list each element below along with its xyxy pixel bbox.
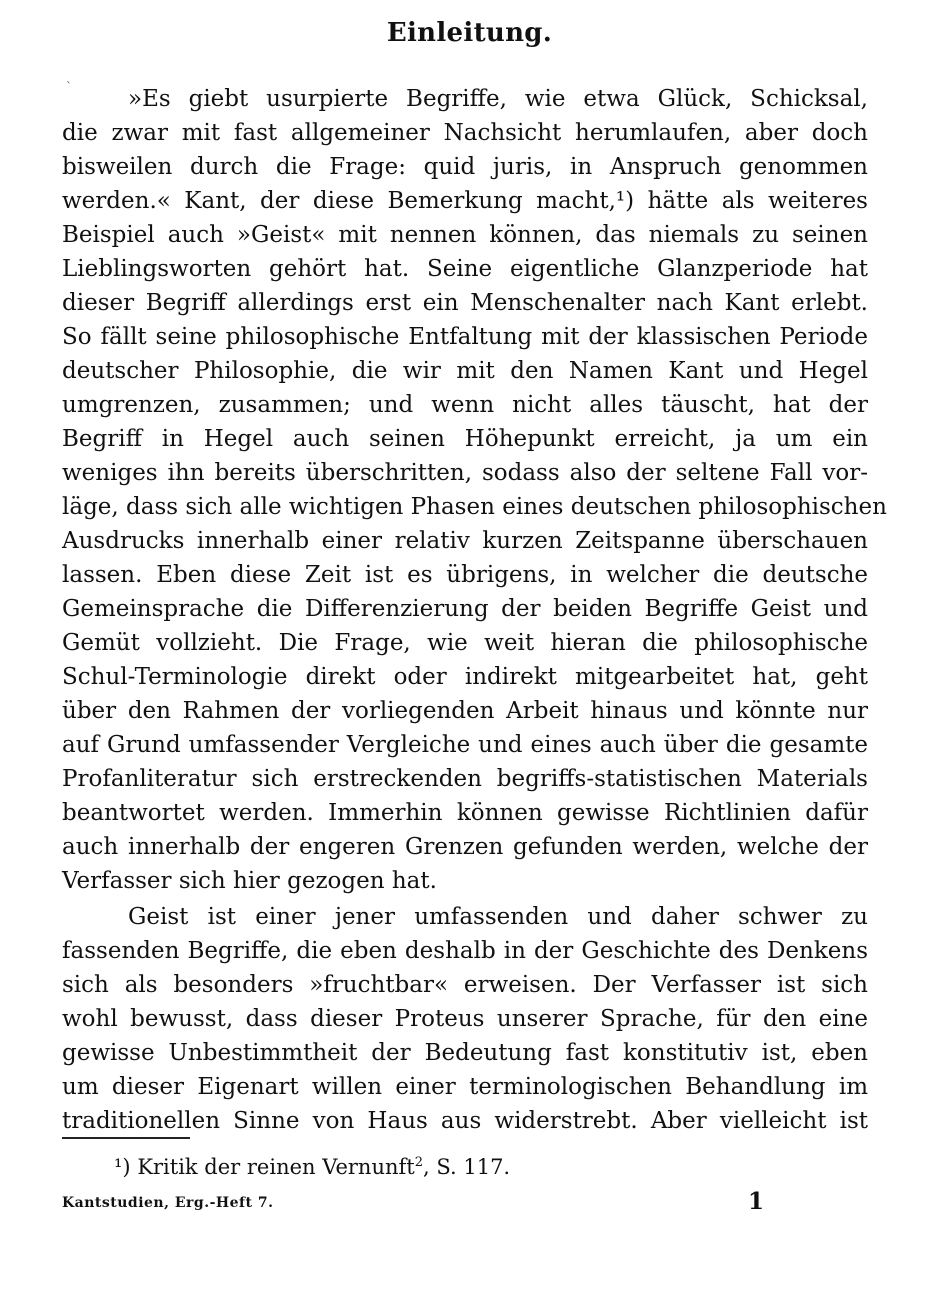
text-line: fassenden Begriffe, die eben deshalb in der Geschichte des Denkens (62, 938, 868, 964)
text-line: bisweilen durch die Frage: quid juris, in Anspruch genommen (62, 154, 868, 180)
text-line: traditionellen Sinne von Haus aus widerstrebt. Aber vielleicht ist (62, 1108, 868, 1134)
footnote (114, 1153, 510, 1181)
text-line: deutscher Philosophie, die wir mit den Namen Kant und Hegel (62, 358, 868, 384)
text-line: Lieblingsworten gehört hat. Seine eigentliche Glanzperiode hat (62, 256, 868, 282)
text-line: »Es giebt usurpierte Begriffe, wie etwa Glück, Schicksal, (128, 86, 868, 112)
text-line: Beispiel auch »Geist« mit nennen können, das niemals zu seinen (62, 222, 868, 248)
text-line: Gemeinsprache die Differenzierung der beiden Begriffe Geist und (62, 596, 868, 622)
footnote-edition-mark: 2 (414, 1155, 424, 1170)
page-number: 1 (748, 1188, 765, 1215)
text-line: gewisse Unbestimmtheit der Bedeutung fast konstitutiv ist, eben (62, 1040, 868, 1066)
text-line: über den Rahmen der vorliegenden Arbeit hinaus und könnte nur (62, 698, 868, 724)
text-line: Ausdrucks innerhalb einer relativ kurzen Zeitspanne überschauen (62, 528, 868, 554)
text-line: Begriff in Hegel auch seinen Höhepunkt erreicht, ja um ein (62, 426, 868, 452)
footnote-text: Kritik der reinen Vernunft (137, 1155, 415, 1179)
text-line: Gemüt vollzieht. Die Frage, wie weit hieran die philosophische (62, 630, 868, 656)
text-line: auf Grund umfassender Vergleiche und eines auch über die gesamte (62, 732, 868, 758)
text-line: Schul-Terminologie direkt oder indirekt mitgearbeitet hat, geht (62, 664, 868, 690)
text-line: So fällt seine philosophische Entfaltung mit der klassischen Periode (62, 324, 868, 350)
text-line: die zwar mit fast allgemeiner Nachsicht herumlaufen, aber doch (62, 120, 868, 146)
text-line: dieser Begriff allerdings erst ein Menschenalter nach Kant erlebt. (62, 290, 868, 316)
signature-line: Kantstudien, Erg.-Heft 7. (62, 1195, 274, 1211)
text-line: Profanliteratur sich erstreckenden begriffs-statistischen Materials (62, 766, 868, 792)
text-line: lassen. Eben diese Zeit ist es übrigens, in welcher die deutsche (62, 562, 868, 588)
text-line: Verfasser sich hier gezogen hat. (62, 868, 437, 894)
text-line: weniges ihn bereits überschritten, sodass also der seltene Fall vor- (62, 460, 868, 486)
text-line: wohl bewusst, dass dieser Proteus unserer Sprache, für den eine (62, 1006, 868, 1032)
chapter-heading: Einleitung. (386, 18, 553, 48)
footnote-marker: ¹) (114, 1155, 131, 1179)
footnote-rule (62, 1137, 190, 1139)
text-line: sich als besonders »fruchtbar« erweisen. Der Verfasser ist sich (62, 972, 868, 998)
text-line: um dieser Eigenart willen einer terminologischen Behandlung im (62, 1074, 868, 1100)
text-line: beantwortet werden. Immerhin können gewisse Richtlinien dafür (62, 800, 868, 826)
text-line: umgrenzen, zusammen; und wenn nicht alles täuscht, hat der (62, 392, 868, 418)
text-line: läge, dass sich alle wichtigen Phasen eines deutschen philosophischen (62, 494, 887, 520)
text-line: auch innerhalb der engeren Grenzen gefunden werden, welche der (62, 834, 868, 860)
text-line: werden.« Kant, der diese Bemerkung macht,¹) hätte als weiteres (62, 188, 868, 214)
footnote-page-ref: , S. 117. (423, 1155, 511, 1179)
text-line: Geist ist einer jener umfassenden und daher schwer zu (128, 904, 868, 930)
stray-mark: ˋ (66, 80, 72, 94)
